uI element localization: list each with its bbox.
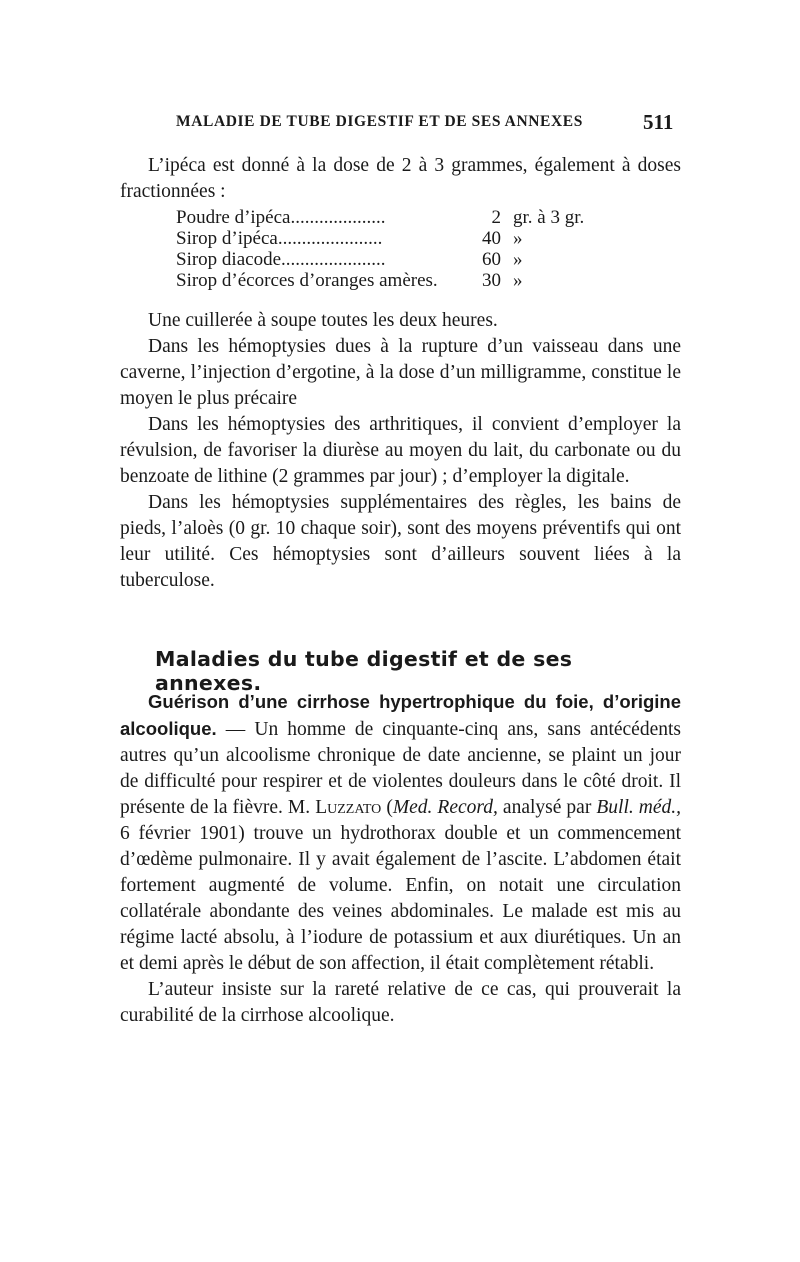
article-text [120,689,681,1029]
recipe-row [176,228,636,249]
recipe-unit: » [513,228,523,249]
page-number: 511 [643,110,674,134]
running-title: MALADIE DE TUBE DIGESTIF ET DE SES ANNEXES [176,113,583,130]
article-text-part: 6 février 1901) trouve un hydrothorax double et un commencement d’œdème pulmonaire. Il y avait également de l’ascite. L’abdomen était fortement augmenté de volume. Enfin, on notait une circulation collatérale abondante des veines abdominales. Le malade est mis au régime lacté absolu, à l’iodure de potassium et aux diurétiques. Un an et demi après le début de son affection, il était complètement rétabli. [120,823,681,974]
article-text-part: analysé par [497,797,597,818]
paragraph: Dans les hémoptysies dues à la rupture d’un vaisseau dans une caverne, l’injection d’ergotine, à la dose d’un milligramme, constitue le moyen le plus précaire [120,336,681,409]
body-text [120,308,681,594]
paragraph: Une cuillerée à soupe toutes les deux heures. [148,310,498,331]
author-name: Luzzato [315,797,382,818]
recipe-list [176,207,636,291]
recipe-ingredient: Sirop diacode...................... [176,249,386,270]
recipe-ingredient: Sirop d’ipéca...................... [176,228,383,249]
article-text-part: ( [381,797,393,818]
article-text-part: — Un homme de cinquante-cinq ans, sans antécédents autres qu’un alcoolisme chronique de date ancienne, se plaint un jour de difficulté pour respirer et de violentes douleurs dans le côté droit. Il présente de la fièvre. M. [120,719,681,818]
section-heading: Maladies du tube digestif et de ses annexes. [155,647,573,695]
recipe-quantity: 30 [482,270,501,291]
article-paragraph [120,689,681,977]
recipe-ingredient: Sirop d’écorces d’oranges amères. [176,270,438,291]
recipe-quantity: 60 [482,249,501,270]
recipe-row [176,249,636,270]
recipe-ingredient: Poudre d’ipéca.................... [176,207,386,228]
intro-block [120,153,681,205]
running-head [0,110,800,139]
recipe-quantity: 2 [491,207,501,228]
recipe-unit: » [513,249,523,270]
recipe-unit: gr. à 3 gr. [513,207,585,228]
bulletin-citation: Bull. méd., [596,797,682,818]
paragraph: Dans les hémoptysies des arthritiques, il convient d’employer la révulsion, de favoriser la diurèse au moyen du lait, du carbonate ou du benzoate de lithine (2 grammes par jour) ; d’employer la digitale. [120,414,681,487]
recipe-unit: » [513,270,523,291]
article-paragraph: L’auteur insiste sur la rareté relative de ce cas, qui prouverait la curabilité de la cirrhose alcoolique. [120,979,681,1026]
article-title: Guérison d’une cirrhose hypertrophique du foie, d’origine alcoolique. [120,691,681,739]
journal-citation: Med. Record, [392,797,498,818]
recipe-row [176,207,636,228]
paragraph: Dans les hémoptysies supplémentaires des règles, les bains de pieds, l’aloès (0 gr. 10 chaque soir), sont des moyens préventifs qui ont leur utilité. Ces hémoptysies sont d’ailleurs souvent liées à la tuberculose. [120,492,681,591]
intro-paragraph: L’ipéca est donné à la dose de 2 à 3 grammes, également à doses fractionnées : [120,155,681,202]
recipe-row [176,270,636,291]
recipe-quantity: 40 [482,228,501,249]
